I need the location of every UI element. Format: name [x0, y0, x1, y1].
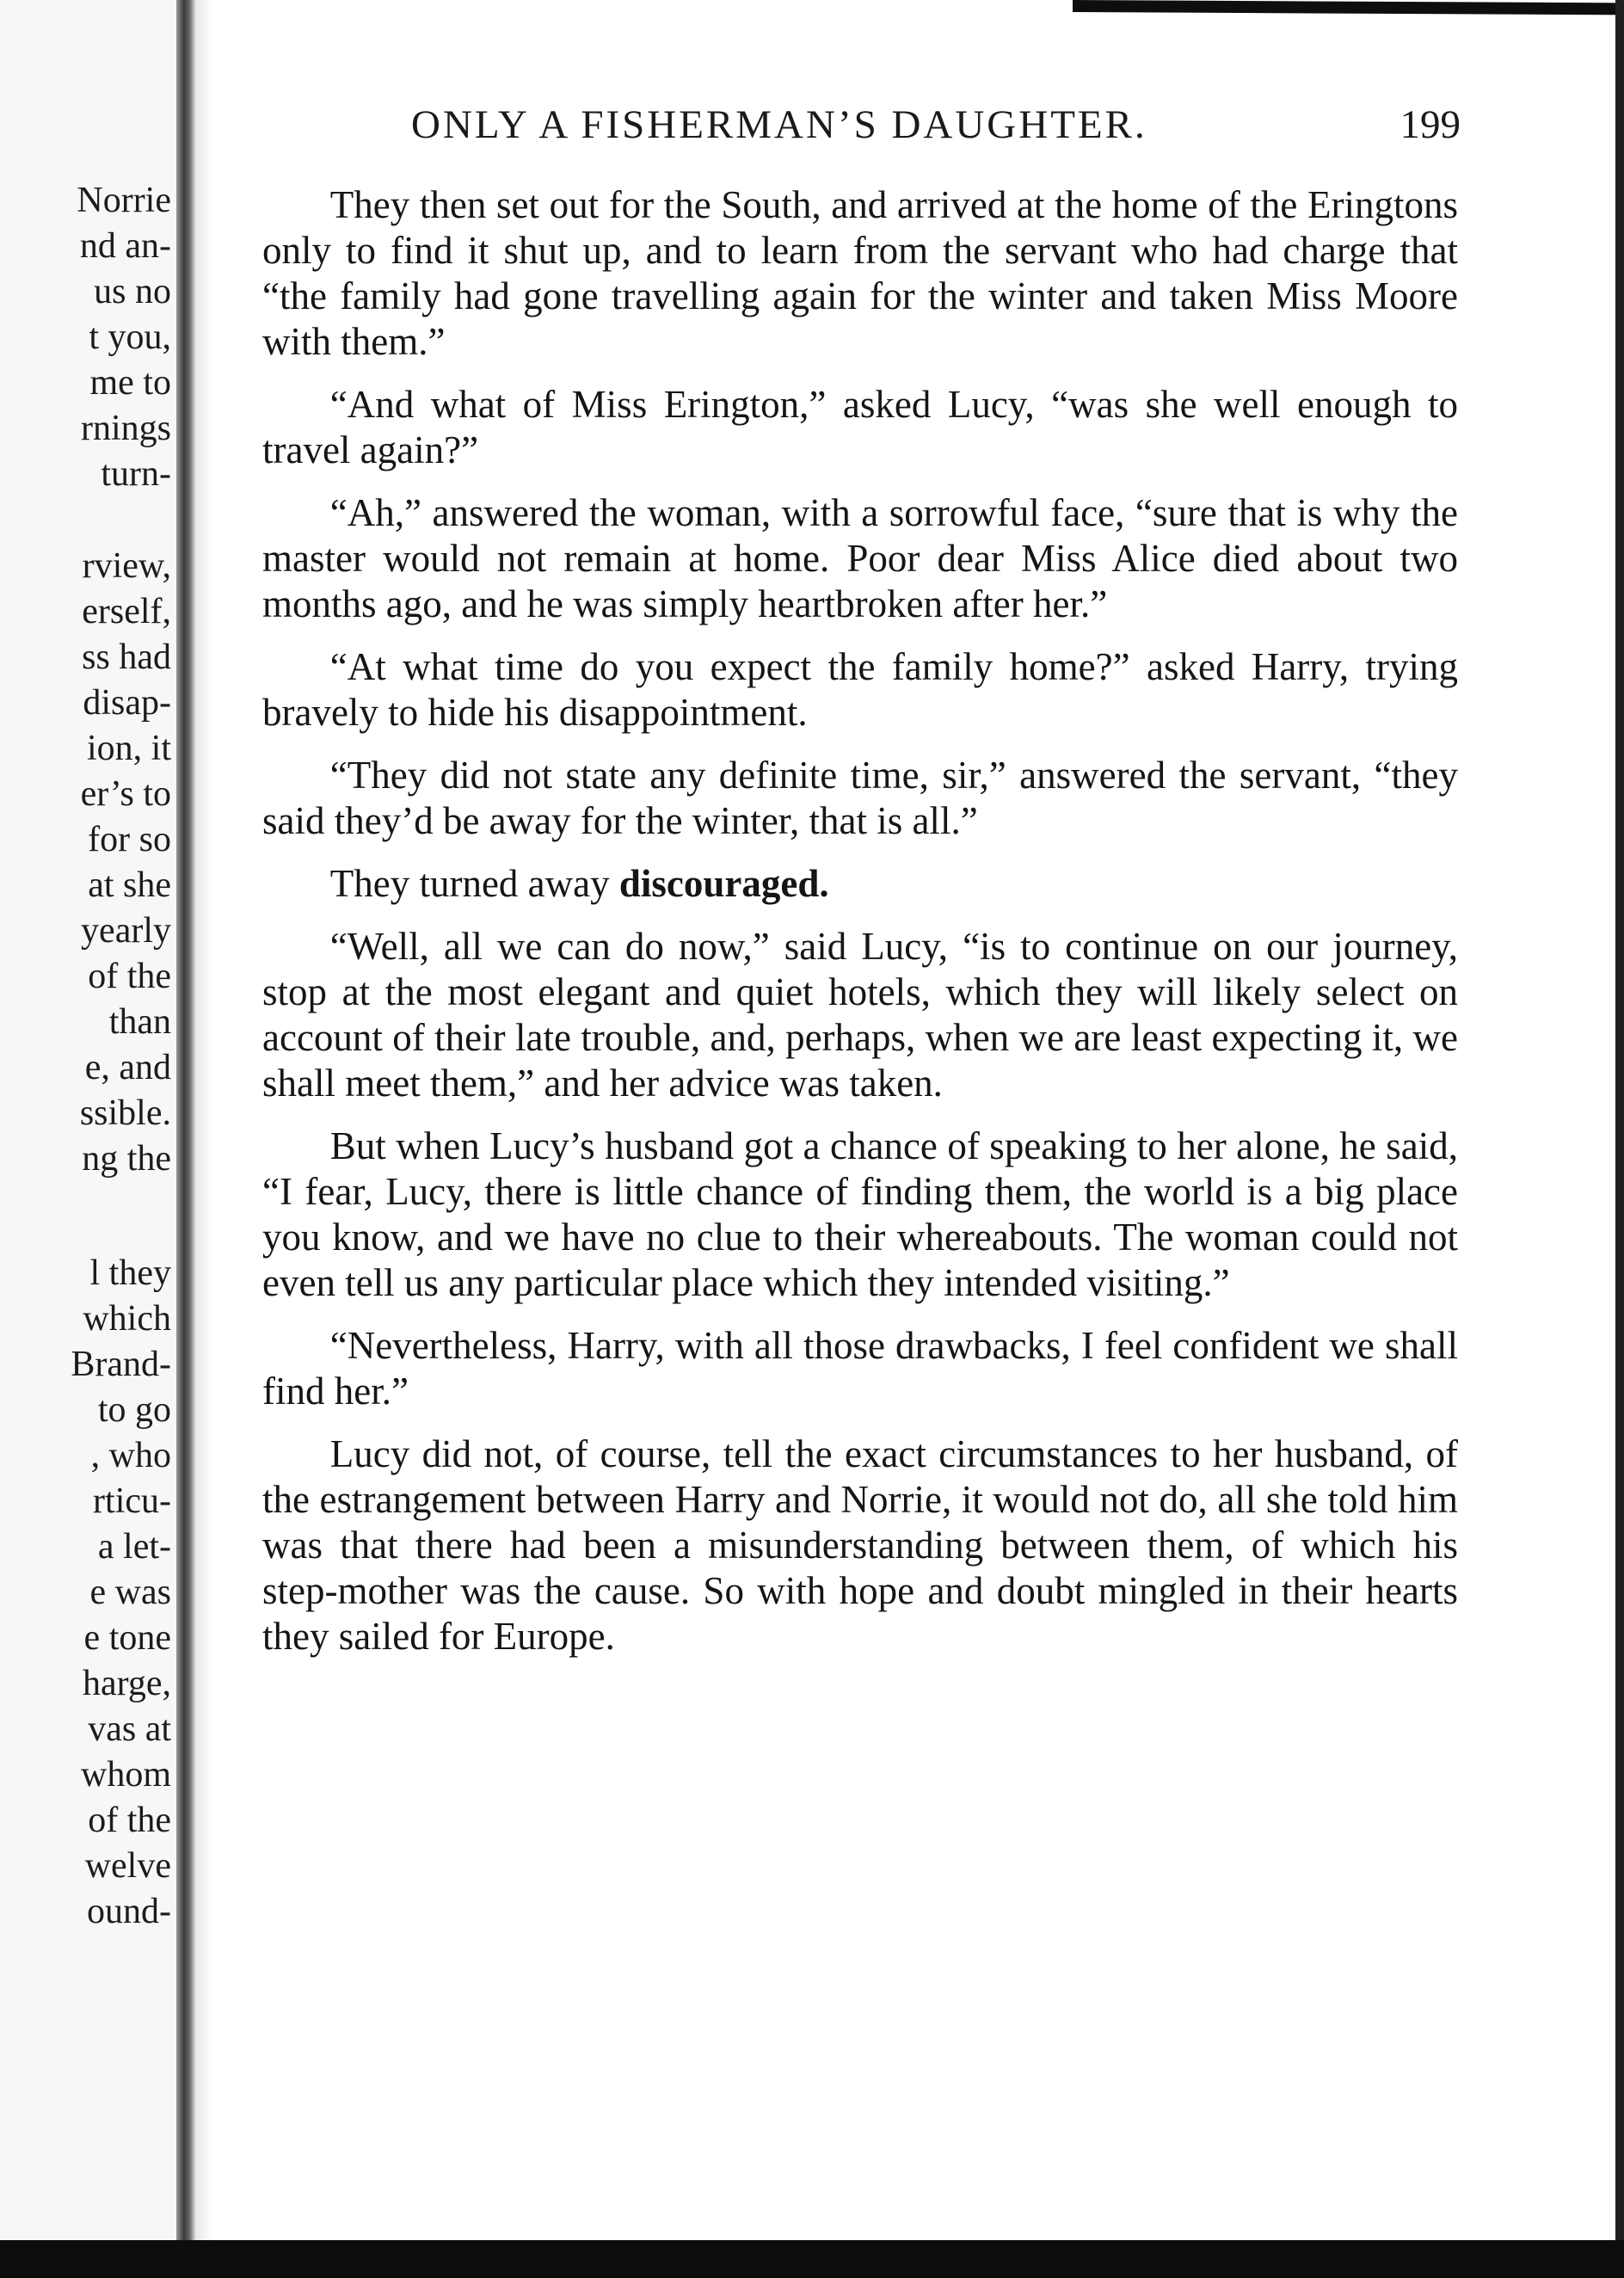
- paragraph-1: They then set out for the South, and arrived at the home of the Eringtons only to find it shut up, and to learn from the servant who had charge that “the family had gone travelling again for the winter and taken Miss Moore with them.”: [262, 183, 1458, 363]
- page-number: 199: [1399, 102, 1461, 147]
- left-page-line: er’s to: [80, 774, 171, 814]
- left-page-line: rticu-: [93, 1481, 171, 1521]
- left-page-line: ound-: [87, 1892, 171, 1931]
- left-page-line: erself,: [82, 592, 171, 631]
- left-page-line: rnings: [81, 409, 171, 448]
- paragraph-2: “And what of Miss Erington,” asked Lucy, “was she well enough to travel again?”: [262, 383, 1458, 471]
- top-page-edge: [1073, 0, 1624, 16]
- left-page-line: turn-: [101, 454, 171, 494]
- left-page-line: ion, it: [86, 729, 171, 768]
- left-page-line: e, and: [84, 1048, 171, 1087]
- left-page-line: ss had: [82, 637, 171, 677]
- paragraph-8: But when Lucy’s husband got a chance of speaking to her alone, he said, “I fear, Lucy, there is little chance of finding them, the world is a big place you know, and we have no clue to their whereabouts. The woman could not even tell us any particular place which they intended visiting.”: [262, 1124, 1458, 1304]
- left-page-line: than: [108, 1002, 171, 1042]
- paragraph-6: [262, 861, 1458, 907]
- paragraph-5: “They did not state any definite time, sir,” answered the servant, “they said they’d be away for the winter, that is all.”: [262, 754, 1458, 842]
- left-page-line: me to: [89, 363, 171, 403]
- left-page-line: Brand-: [71, 1345, 171, 1384]
- left-page-line: whom: [81, 1755, 171, 1795]
- left-page-line: harge,: [82, 1664, 171, 1703]
- left-page-line: which: [83, 1299, 171, 1339]
- left-page-line: of the: [88, 957, 171, 996]
- paragraph-9: “Nevertheless, Harry, with all those drawbacks, I feel confident we shall find her.”: [262, 1324, 1458, 1413]
- left-page-line: ng the: [82, 1139, 171, 1179]
- left-page-line: nd an-: [79, 226, 171, 266]
- right-page-edge: [1615, 0, 1624, 2278]
- left-page-line: e was: [89, 1573, 171, 1612]
- left-page-line: , who: [90, 1436, 171, 1475]
- left-page-line: t you,: [89, 317, 171, 357]
- binding-gutter: [176, 0, 195, 2278]
- left-page-line: of the: [88, 1801, 171, 1840]
- left-page-line: at she: [88, 865, 171, 905]
- left-facing-page: [0, 0, 176, 2278]
- left-page-line: yearly: [81, 911, 171, 951]
- left-page-line: vas at: [88, 1709, 171, 1749]
- left-page-line: for so: [88, 820, 171, 859]
- paragraph-6-lead: They turned away: [329, 862, 610, 905]
- paragraph-7: “Well, all we can do now,” said Lucy, “is to continue on our journey, stop at the most elegant and quiet hotels, which they will likely select on account of their late trouble, and, perhaps, when we are least expecting it, we shall meet them,” and her advice was taken.: [262, 925, 1458, 1105]
- left-page-line: Norrie: [77, 181, 171, 220]
- paragraph-3: “Ah,” answered the woman, with a sorrowful face, “sure that is why the master would not remain at home. Poor dear Miss Alice died about two months ago, and he was simply heartbroken after her.”: [262, 491, 1458, 625]
- left-page-line: a let-: [97, 1527, 171, 1567]
- paragraph-4: “At what time do you expect the family home?” asked Harry, trying bravely to hide his disappointment.: [262, 645, 1458, 734]
- left-page-line: l they: [89, 1253, 171, 1293]
- left-page-line: us no: [94, 272, 171, 311]
- gutter-highlight: [195, 0, 212, 2278]
- left-page-line: ssible.: [79, 1093, 171, 1133]
- left-page-line: disap-: [83, 683, 171, 723]
- left-page-line: to go: [97, 1390, 171, 1430]
- running-head-title: ONLY A FISHERMAN’S DAUGHTER.: [411, 102, 1147, 147]
- paragraph-10: Lucy did not, of course, tell the exact circumstances to her husband, of the estrangement between Harry and Norrie, it would not do, all she told him was that there had been a misunderstanding between them, of which his step-mother was the cause. So with hope and doubt mingled in their hearts they sailed for Europe.: [262, 1432, 1458, 1658]
- left-page-line: welve: [84, 1846, 171, 1886]
- paragraph-6-emphasis: discouraged.: [618, 862, 829, 905]
- left-page-line: rview,: [82, 546, 171, 586]
- bottom-page-edge: [0, 2240, 1624, 2278]
- body-text: [262, 182, 1458, 1659]
- left-page-line: e tone: [83, 1618, 171, 1658]
